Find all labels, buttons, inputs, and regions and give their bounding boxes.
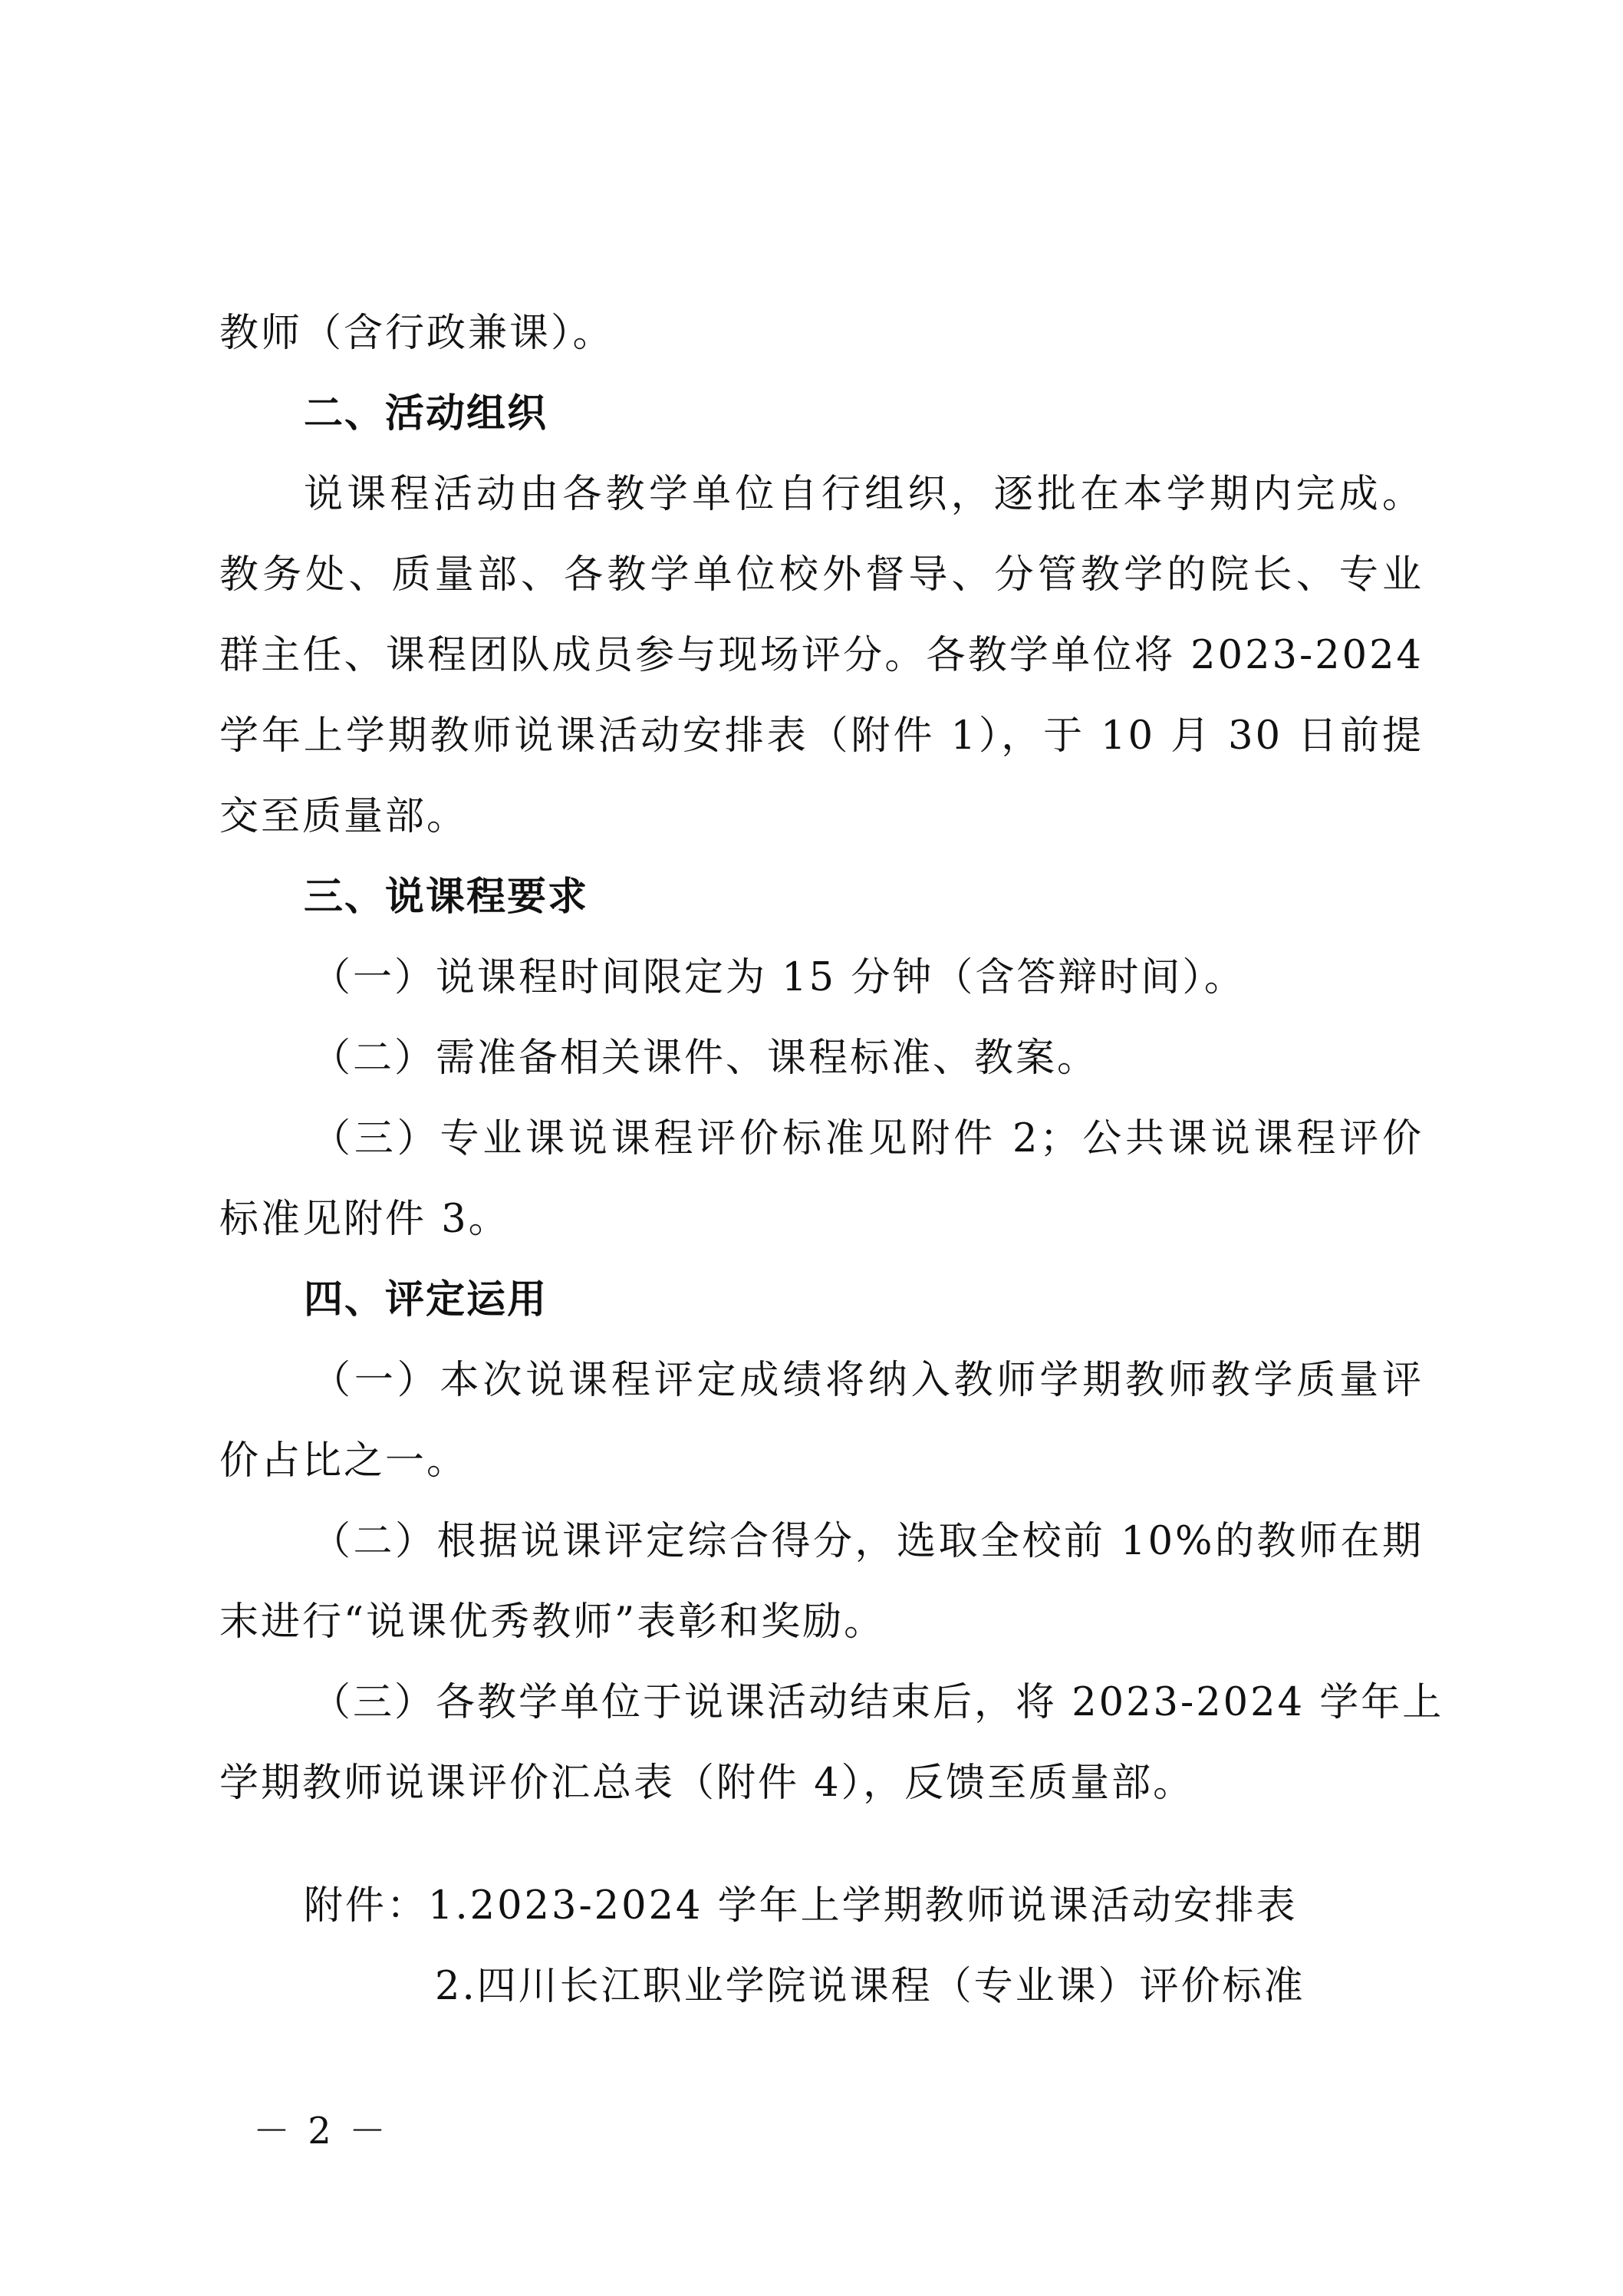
paragraph-line: 教师（含行政兼课）。 (219, 311, 614, 356)
paragraph-line: 价占比之一。 (219, 1438, 469, 1484)
paragraph-line: 说课程活动由各教学单位自行组织，逐批在本学期内完成。 (304, 472, 1424, 517)
section-heading-activity-organization: 二、活动组织 (304, 391, 548, 436)
paragraph-line: （一）说课程时间限定为 15 分钟（含答辩时间）。 (311, 955, 1246, 1000)
paragraph-line: 教务处、质量部、各教学单位校外督导、分管教学的院长、专业 (219, 552, 1424, 598)
paragraph-line: 标准见附件 3。 (219, 1197, 510, 1242)
paragraph-line: 交至质量部。 (219, 794, 469, 839)
page-number: － 2 － (253, 2110, 390, 2153)
paragraph-line: （三）专业课说课程评价标准见附件 2；公共课说课程评价 (311, 1116, 1424, 1161)
paragraph-line: 末进行“说课优秀教师”表彰和奖励。 (219, 1599, 886, 1645)
paragraph-line: （三）各教学单位于说课活动结束后，将 2023-2024 学年上 (311, 1680, 1444, 1725)
section-heading-evaluation: 四、评定运用 (304, 1277, 548, 1323)
paragraph-line: 群主任、课程团队成员参与现场评分。各教学单位将 2023-2024 (219, 633, 1424, 678)
paragraph-line: （二）需准备相关课件、课程标准、教案。 (311, 1036, 1099, 1081)
paragraph-line: （二）根据说课评定综合得分，选取全校前 10%的教师在期 (311, 1519, 1424, 1564)
paragraph-line: （一）本次说课程评定成绩将纳入教师学期教师教学质量评 (311, 1358, 1424, 1403)
section-heading-requirements: 三、说课程要求 (304, 875, 589, 920)
attachment-line-1: 附件：1.2023-2024 学年上学期教师说课活动安排表 (304, 1883, 1298, 1929)
paragraph-line: 学期教师说课评价汇总表（附件 4），反馈至质量部。 (219, 1761, 1195, 1806)
attachment-line-2: 2.四川长江职业学院说课程（专业课）评价标准 (435, 1964, 1305, 2009)
paragraph-line: 学年上学期教师说课活动安排表（附件 1），于 10 月 30 日前提 (219, 713, 1424, 759)
